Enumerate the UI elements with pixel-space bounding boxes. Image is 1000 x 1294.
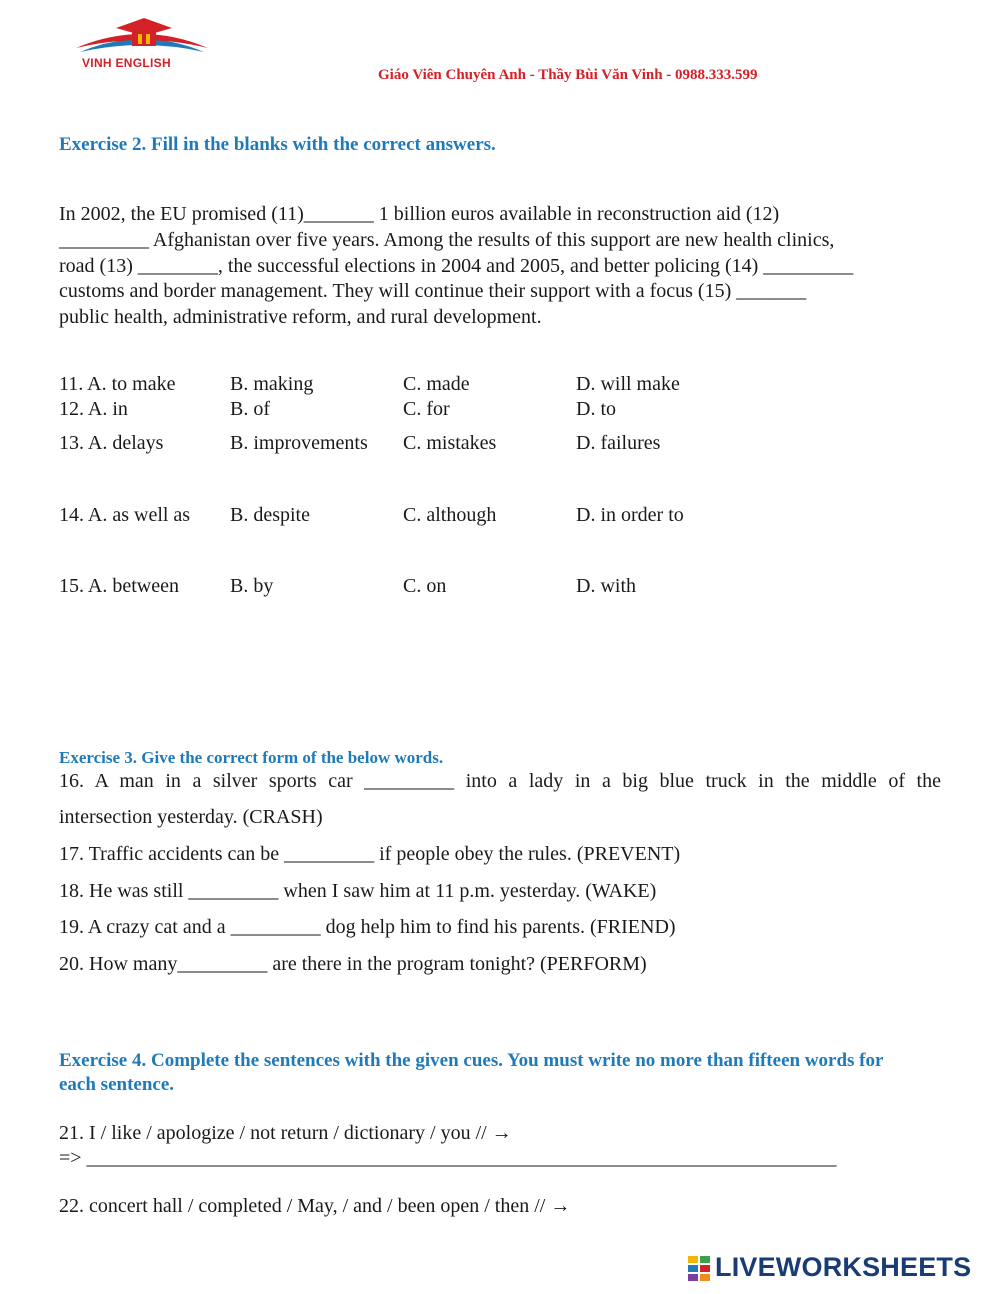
reading-passage bbox=[59, 202, 949, 331]
logo-text: VINH ENGLISH bbox=[82, 56, 171, 70]
option-b[interactable]: B. by bbox=[230, 575, 274, 597]
option-c[interactable]: C. mistakes bbox=[403, 432, 497, 454]
option-c[interactable]: C. on bbox=[403, 575, 447, 597]
option-a[interactable]: 14. A. as well as bbox=[59, 504, 191, 526]
teacher-contact-line: Giáo Viên Chuyên Anh - Thầy Bùi Văn Vinh - 0988.333.599 bbox=[378, 67, 758, 83]
liveworksheets-logo bbox=[688, 1252, 986, 1286]
question-21-answer-line[interactable]: => ___________________________________________________________________________ bbox=[59, 1147, 837, 1169]
option-a[interactable]: 15. A. between bbox=[59, 575, 179, 597]
question-22: 22. concert hall / completed / May, / and / been open / then // → bbox=[59, 1195, 571, 1217]
question-12-options bbox=[59, 398, 759, 422]
passage-line: road (13) ________, the successful elections in 2004 and 2005, and better policing (14) _________ bbox=[59, 254, 854, 277]
question-16-line-1: 16. A man in a silver sports car _________ into a lady in a big blue truck in the middle of the bbox=[59, 770, 941, 792]
option-a[interactable]: 13. A. delays bbox=[59, 432, 164, 454]
option-b[interactable]: B. despite bbox=[230, 504, 310, 526]
option-b[interactable]: B. improvements bbox=[230, 432, 368, 454]
option-d[interactable]: D. in order to bbox=[576, 504, 684, 526]
passage-line: customs and border management. They will continue their support with a focus (15) _______ bbox=[59, 280, 807, 303]
liveworksheets-brand: LIVEWORKSHEETS bbox=[715, 1252, 972, 1282]
option-d[interactable]: D. to bbox=[576, 398, 616, 420]
passage-line: public health, administrative reform, and rural development. bbox=[59, 306, 542, 329]
question-20: 20. How many_________ are there in the program tonight? (PERFORM) bbox=[59, 953, 647, 975]
option-c[interactable]: C. for bbox=[403, 398, 450, 420]
vinh-english-logo bbox=[72, 14, 212, 76]
option-d[interactable]: D. failures bbox=[576, 432, 661, 454]
option-a[interactable]: 11. A. to make bbox=[59, 373, 176, 395]
question-18: 18. He was still _________ when I saw him at 11 p.m. yesterday. (WAKE) bbox=[59, 880, 657, 902]
question-11-options bbox=[59, 373, 759, 397]
passage-line: In 2002, the EU promised (11)_______ 1 billion euros available in reconstruction aid (12) bbox=[59, 203, 780, 225]
exercise-4-title: Exercise 4. Complete the sentences with the given cues. You must write no more than fifteen words for each sentence. bbox=[59, 1050, 884, 1095]
question-16-line-2: intersection yesterday. (CRASH) bbox=[59, 806, 323, 828]
option-d[interactable]: D. will make bbox=[576, 373, 680, 395]
passage-line: _________ Afghanistan over five years. Among the results of this support are new health clinics, bbox=[59, 228, 835, 251]
question-19: 19. A crazy cat and a _________ dog help him to find his parents. (FRIEND) bbox=[59, 916, 676, 938]
question-17: 17. Traffic accidents can be _________ if people obey the rules. (PREVENT) bbox=[59, 843, 681, 865]
option-b[interactable]: B. making bbox=[230, 373, 314, 395]
question-13-options bbox=[59, 432, 759, 456]
exercise-3-title: Exercise 3. Give the correct form of the below words. bbox=[59, 748, 444, 767]
question-15-options bbox=[59, 575, 759, 599]
liveworksheets-blocks-icon bbox=[688, 1256, 712, 1282]
question-21: 21. I / like / apologize / not return / dictionary / you // → bbox=[59, 1122, 512, 1144]
option-d[interactable]: D. with bbox=[576, 575, 636, 597]
option-c[interactable]: C. made bbox=[403, 373, 470, 395]
option-b[interactable]: B. of bbox=[230, 398, 270, 420]
option-c[interactable]: C. although bbox=[403, 504, 497, 526]
option-a[interactable]: 12. A. in bbox=[59, 398, 128, 420]
question-14-options bbox=[59, 504, 759, 528]
exercise-2-title: Exercise 2. Fill in the blanks with the correct answers. bbox=[59, 134, 496, 155]
graduation-cap-icon bbox=[72, 14, 212, 58]
